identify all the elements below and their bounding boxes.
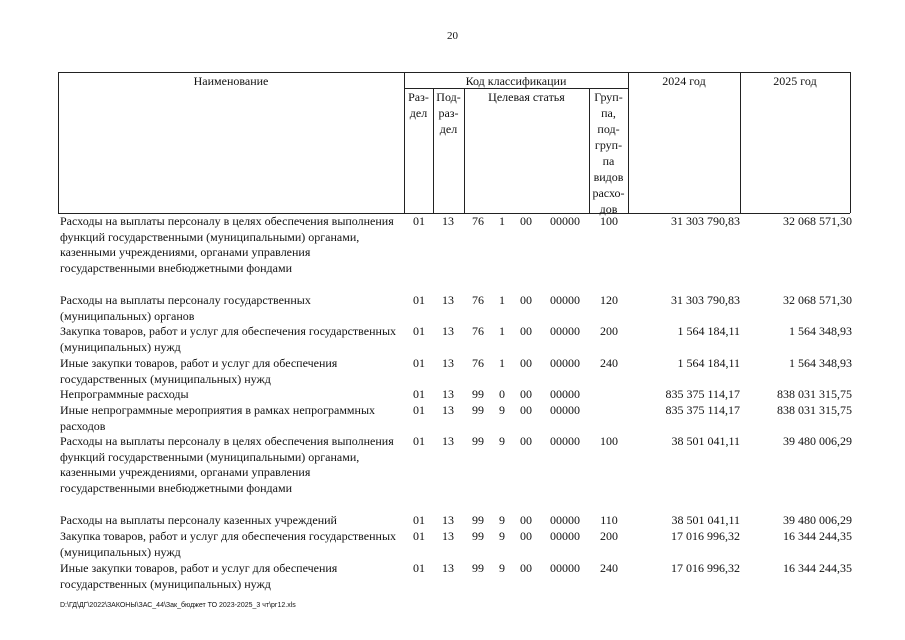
header-2025: 2025 год: [773, 74, 817, 88]
row-podrazdel: 13: [442, 403, 454, 417]
row-cs4: 00000: [550, 513, 580, 527]
row-name: Иные непрограммные мероприятия в рамках непрограммных расходов: [60, 403, 376, 433]
row-cs1: 99: [472, 434, 484, 448]
row-cs1: 76: [472, 356, 484, 370]
row-cs2: 1: [499, 214, 505, 228]
row-value-2024: 835 375 114,17: [665, 403, 740, 417]
row-value-2024: 31 303 790,83: [671, 293, 740, 307]
row-cs3: 00: [520, 513, 532, 527]
row-cs2: 9: [499, 529, 505, 543]
row-razdel: 01: [413, 214, 425, 228]
row-cs4: 00000: [550, 214, 580, 228]
row-name: Закупка товаров, работ и услуг для обеспечения государственных (муниципальных) нужд: [60, 529, 397, 559]
header-celevaya: Целевая статья: [488, 90, 565, 104]
file-path-footer: D:\ГД\ДГ\2022\ЗАКОНЫ\ЗАС_44\Зак_бюджет ТО 2023-2025_3 чт\рг12.xls: [60, 602, 296, 609]
row-name: Закупка товаров, работ и услуг для обеспечения государственных (муниципальных) нужд: [60, 324, 397, 354]
row-podrazdel: 13: [442, 356, 454, 370]
row-cs3: 00: [520, 293, 532, 307]
row-razdel: 01: [413, 529, 425, 543]
row-value-2025: 16 344 244,35: [783, 561, 852, 575]
row-cs1: 99: [472, 529, 484, 543]
row-group: 110: [600, 513, 618, 527]
header-2024: 2024 год: [662, 74, 706, 88]
row-razdel: 01: [413, 561, 425, 575]
row-value-2024: 17 016 996,32: [671, 529, 740, 543]
header-razdel: Раз- дел: [408, 90, 429, 120]
row-name: Расходы на выплаты персоналу в целях обеспечения выполнения функций государственными (муниципальными) органами, казенными учреждениями, органами управления государственными внебюджетными фондами: [60, 214, 394, 275]
header-name: Наименование: [193, 74, 269, 88]
row-name: Иные закупки товаров, работ и услуг для обеспечения государственных (муниципальных) нужд: [60, 561, 338, 591]
row-razdel: 01: [413, 434, 425, 448]
row-cs1: 99: [472, 561, 484, 575]
row-group: 240: [600, 356, 618, 370]
row-value-2024: 38 501 041,11: [671, 434, 740, 448]
row-cs3: 00: [520, 356, 532, 370]
row-cs1: 76: [472, 324, 484, 338]
row-cs4: 00000: [550, 403, 580, 417]
row-cs2: 9: [499, 513, 505, 527]
row-cs3: 00: [520, 434, 532, 448]
row-group: 200: [600, 324, 618, 338]
row-podrazdel: 13: [442, 293, 454, 307]
row-cs3: 00: [520, 214, 532, 228]
page-number: 20: [447, 30, 458, 42]
row-razdel: 01: [413, 293, 425, 307]
row-value-2025: 1 564 348,93: [789, 324, 852, 338]
row-razdel: 01: [413, 356, 425, 370]
row-group: 120: [600, 293, 618, 307]
row-cs2: 9: [499, 561, 505, 575]
row-name: Расходы на выплаты персоналу в целях обеспечения выполнения функций государственными (муниципальными) органами, казенными учреждениями, органами управления государственными внебюджетными фондами: [60, 434, 394, 495]
row-value-2024: 31 303 790,83: [671, 214, 740, 228]
header-code: Код классификации: [465, 74, 567, 88]
row-podrazdel: 13: [442, 434, 454, 448]
row-podrazdel: 13: [442, 214, 454, 228]
row-cs4: 00000: [550, 529, 580, 543]
row-razdel: 01: [413, 324, 425, 338]
row-value-2025: 1 564 348,93: [789, 356, 852, 370]
row-value-2025: 32 068 571,30: [783, 214, 852, 228]
row-value-2024: 835 375 114,17: [665, 387, 740, 401]
row-cs4: 00000: [550, 387, 580, 401]
row-value-2024: 1 564 184,11: [677, 324, 740, 338]
row-value-2025: 39 480 006,29: [783, 513, 852, 527]
row-cs3: 00: [520, 529, 532, 543]
row-name: Расходы на выплаты персоналу государственных (муниципальных) органов: [60, 293, 311, 323]
row-cs3: 00: [520, 403, 532, 417]
row-value-2025: 838 031 315,75: [777, 403, 852, 417]
row-value-2025: 16 344 244,35: [783, 529, 852, 543]
row-cs4: 00000: [550, 434, 580, 448]
row-razdel: 01: [413, 513, 425, 527]
row-cs2: 1: [499, 293, 505, 307]
row-cs3: 00: [520, 387, 532, 401]
row-name: Иные закупки товаров, работ и услуг для обеспечения государственных (муниципальных) нужд: [60, 356, 338, 386]
row-group: 100: [600, 434, 618, 448]
row-cs1: 76: [472, 293, 484, 307]
row-cs2: 1: [499, 356, 505, 370]
row-name: Непрограммные расходы: [60, 387, 189, 401]
row-cs4: 00000: [550, 324, 580, 338]
row-cs1: 76: [472, 214, 484, 228]
row-group: 200: [600, 529, 618, 543]
row-value-2025: 39 480 006,29: [783, 434, 852, 448]
row-value-2025: 838 031 315,75: [777, 387, 852, 401]
row-podrazdel: 13: [442, 324, 454, 338]
row-podrazdel: 13: [442, 561, 454, 575]
row-podrazdel: 13: [442, 513, 454, 527]
row-cs3: 00: [520, 561, 532, 575]
row-cs2: 1: [499, 324, 505, 338]
row-value-2025: 32 068 571,30: [783, 293, 852, 307]
row-value-2024: 1 564 184,11: [677, 356, 740, 370]
header-gruppa: Груп- па, под- груп- па видов расхо- дов: [592, 90, 625, 216]
row-razdel: 01: [413, 387, 425, 401]
row-cs1: 99: [472, 387, 484, 401]
row-cs1: 99: [472, 403, 484, 417]
row-cs2: 9: [499, 403, 505, 417]
row-group: 100: [600, 214, 618, 228]
row-cs4: 00000: [550, 356, 580, 370]
header-podrazdel: Под- раз- дел: [436, 90, 461, 136]
row-podrazdel: 13: [442, 387, 454, 401]
row-value-2024: 38 501 041,11: [671, 513, 740, 527]
row-name: Расходы на выплаты персоналу казенных учреждений: [60, 513, 337, 527]
row-group: 240: [600, 561, 618, 575]
row-cs2: 0: [499, 387, 505, 401]
row-cs2: 9: [499, 434, 505, 448]
row-cs4: 00000: [550, 293, 580, 307]
row-podrazdel: 13: [442, 529, 454, 543]
row-value-2024: 17 016 996,32: [671, 561, 740, 575]
row-cs1: 99: [472, 513, 484, 527]
row-razdel: 01: [413, 403, 425, 417]
row-cs3: 00: [520, 324, 532, 338]
row-cs4: 00000: [550, 561, 580, 575]
